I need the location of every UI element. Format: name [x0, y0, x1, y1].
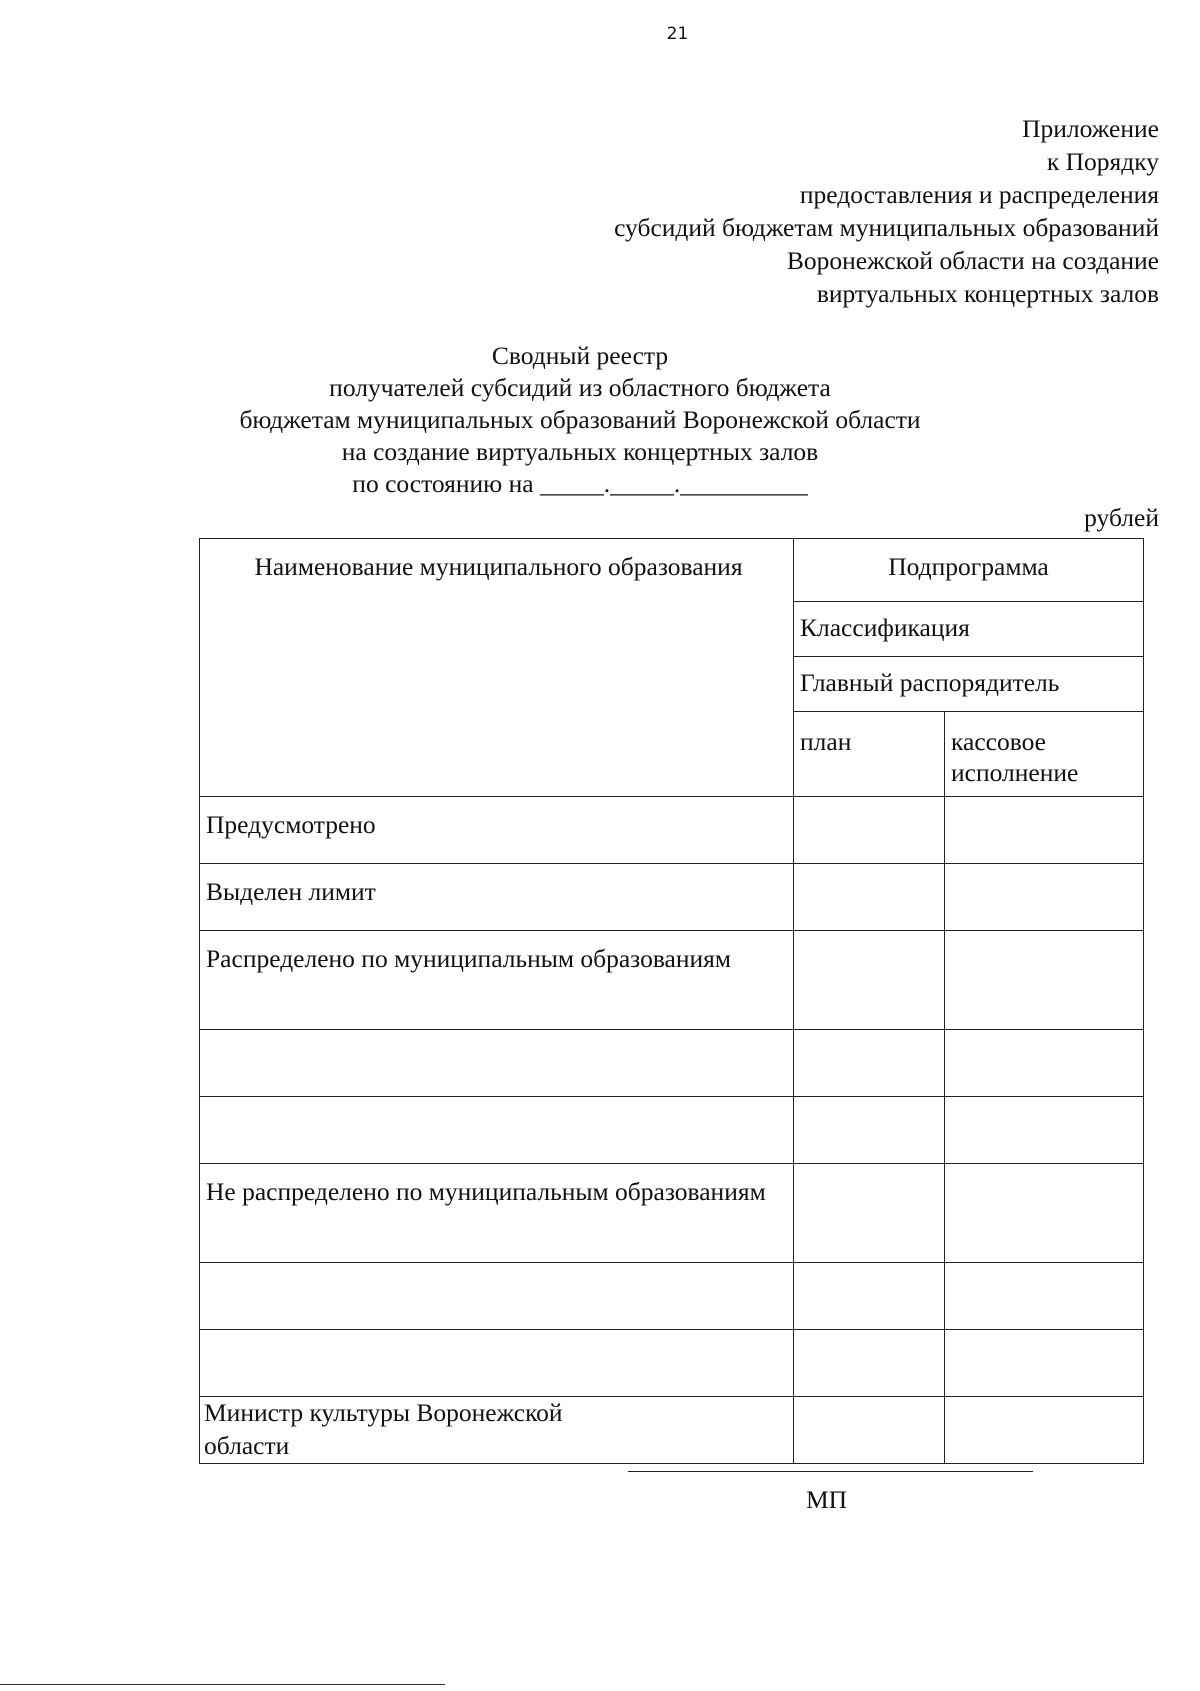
- header-classification: Классификация: [794, 602, 1144, 657]
- table-row: [200, 931, 1144, 1030]
- plan-cell: [794, 1097, 945, 1164]
- table-row: [200, 1263, 1144, 1330]
- header-row: [200, 539, 1144, 602]
- appendix-line: Приложение: [1022, 114, 1159, 143]
- plan-cell: [794, 1330, 945, 1397]
- signature-line: области: [204, 1431, 290, 1460]
- row-label: Распределено по муниципальным образованиям: [200, 931, 794, 1030]
- plan-cell: [794, 931, 945, 1030]
- title-line: получателей субсидий из областного бюджета: [329, 373, 831, 402]
- plan-cell: [794, 864, 945, 931]
- table-row: [200, 864, 1144, 931]
- row-label: [200, 1330, 794, 1397]
- title-line: бюджетам муниципальных образований Воронежской области: [239, 405, 921, 434]
- title-line: Сводный реестр: [491, 341, 669, 370]
- row-label: Не распределено по муниципальным образованиям: [200, 1164, 794, 1263]
- cash-cell: [945, 931, 1144, 1030]
- signature-underline: [628, 1471, 1033, 1472]
- header-subprogram: Подпрограмма: [794, 539, 1144, 602]
- currency-units: рублей: [1084, 503, 1159, 532]
- appendix-line: субсидий бюджетам муниципальных образований: [614, 213, 1159, 242]
- cash-cell: [945, 1397, 1144, 1464]
- table-row: [200, 1097, 1144, 1164]
- table-row: [200, 1330, 1144, 1397]
- row-label: [200, 1030, 794, 1097]
- cash-cell: [945, 1263, 1144, 1330]
- appendix-line: к Порядку: [1046, 147, 1159, 176]
- document-title: [200, 340, 960, 500]
- header-cash-execution: кассовое исполнение: [945, 712, 1144, 797]
- signature-line: Министр культуры Воронежской: [204, 1398, 563, 1427]
- footer-rule: [0, 1684, 445, 1685]
- title-date-line: по состоянию на _____._____.__________: [352, 469, 808, 498]
- cash-cell: [945, 797, 1144, 864]
- signature-block: [204, 1396, 563, 1462]
- register-table: [199, 538, 1144, 1464]
- plan-cell: [794, 1030, 945, 1097]
- row-label: Предусмотрено: [200, 797, 794, 864]
- cash-cell: [945, 1097, 1144, 1164]
- row-label: Выделен лимит: [200, 864, 794, 931]
- table-row: [200, 1030, 1144, 1097]
- title-line: на создание виртуальных концертных залов: [341, 437, 819, 466]
- plan-cell: [794, 1263, 945, 1330]
- header-main-manager: Главный распорядитель: [794, 657, 1144, 712]
- appendix-line: виртуальных концертных залов: [816, 279, 1159, 308]
- cash-cell: [945, 864, 1144, 931]
- header-plan: план: [794, 712, 945, 797]
- appendix-block: [614, 112, 1159, 310]
- table-row: [200, 1164, 1144, 1263]
- appendix-line: Воронежской области на создание: [786, 246, 1159, 275]
- row-label: [200, 1097, 794, 1164]
- plan-cell: [794, 797, 945, 864]
- stamp-label: МП: [806, 1485, 848, 1514]
- plan-cell: [794, 1164, 945, 1263]
- cash-cell: [945, 1030, 1144, 1097]
- cash-cell: [945, 1330, 1144, 1397]
- header-municipality-name: Наименование муниципального образования: [200, 539, 794, 797]
- table-row: [200, 797, 1144, 864]
- page-number: 21: [666, 24, 689, 44]
- cash-cell: [945, 1164, 1144, 1263]
- row-label: [200, 1263, 794, 1330]
- appendix-line: предоставления и распределения: [799, 180, 1159, 209]
- plan-cell: [794, 1397, 945, 1464]
